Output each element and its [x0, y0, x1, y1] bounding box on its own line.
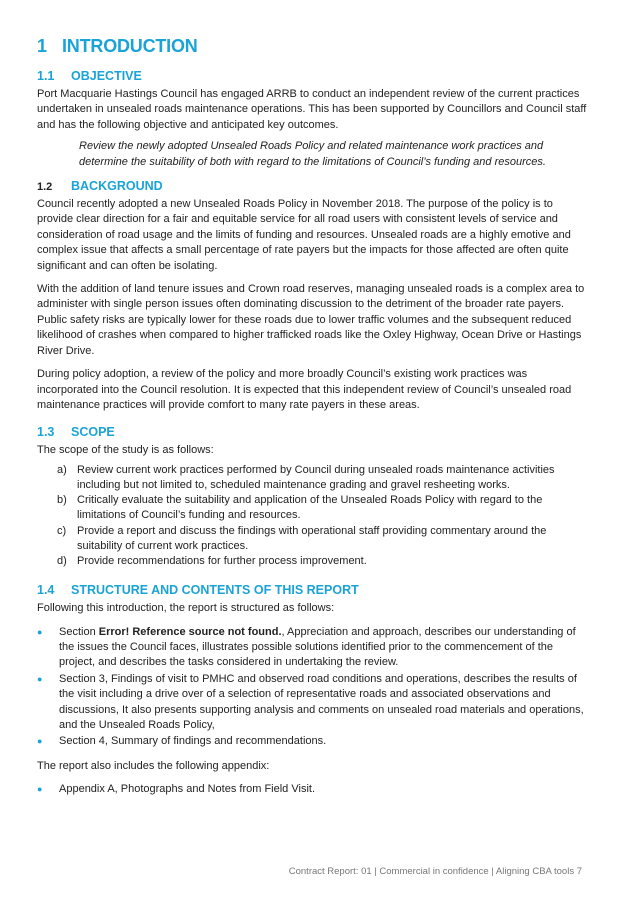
- list-item-text: Section Error! Reference source not found., Appreciation and approach, describes our understanding of the issues the Council faces, illustrates possible solutions identified prior to the commencement of the project, and describes the tasks considered in undertaking the review.: [59, 625, 576, 669]
- section-title: STRUCTURE AND CONTENTS OF THIS REPORT: [71, 583, 359, 598]
- appendix-intro: The report also includes the following appendix:: [37, 759, 270, 772]
- objective-paragraph: Port Macquarie Hastings Council has engaged ARRB to conduct an independent review of the current practices undertaken in unsealed roads maintenance operations. This has been supported by Councillors and Council staff and has the following objective and anticipated key outcomes.: [37, 88, 587, 131]
- section-title: BACKGROUND: [71, 179, 163, 194]
- list-item-text: Provide recommendations for further process improvement.: [77, 554, 367, 567]
- reference-error-text: Error! Reference source not found.: [98, 625, 282, 638]
- heading-background: [37, 179, 590, 193]
- list-item-text: Appendix A, Photographs and Notes from Field Visit.: [59, 783, 315, 796]
- list-item-text: Provide a report and discuss the findings with operational staff providing commentary around the suitability of current work practices.: [77, 524, 547, 552]
- page-footer: Contract Report: 01 | Commercial in confidence | Aligning CBA tools 7: [288, 866, 582, 877]
- list-item: [37, 554, 590, 569]
- report-page: [37, 36, 590, 799]
- list-marker: b): [57, 494, 67, 507]
- heading-structure: [37, 583, 590, 597]
- structure-list: [37, 625, 590, 750]
- list-item: [37, 734, 590, 749]
- bullet-icon: ●: [37, 626, 43, 637]
- appendix-list: [37, 782, 590, 797]
- heading-objective: [37, 69, 590, 83]
- list-marker: d): [57, 554, 67, 567]
- section-number: 1.3: [37, 425, 55, 440]
- list-item-text: Review current work practices performed by Council during unsealed roads maintenance activities including but not limited to, scheduled maintenance grading and gravel resheeting works.: [77, 463, 555, 491]
- section-number: 1.1: [37, 69, 55, 83]
- scope-intro: The scope of the study is as follows:: [37, 444, 214, 457]
- heading-scope: [37, 425, 590, 439]
- background-paragraph-1: Council recently adopted a new Unsealed Roads Policy in November 2018. The purpose of the policy is to provide clear direction for a fair and equitable service for all road users with consistent levels of service and consideration of road usage and the limits of funding and resources. Unsealed roads are a highly emotive and complex issue that affects a small percentage of rate payers but the impacts for those affected are often quite significant and can often be isolating.: [37, 198, 571, 272]
- background-paragraph-2: With the addition of land tenure issues and Crown road reserves, managing unsealed roads is a complex area to administer with single person issues often dominating discussion to the detriment of the broader rate payers. Public safety risks are typically lower for these roads due to lower traffic volumes and the subsequent reduced likelihood of crashes when compared to higher trafficked roads like the Oxley Highway, Ocean Drive or Hastings River Drive.: [37, 283, 585, 357]
- list-item-text: Section 3, Findings of visit to PMHC and observed road conditions and operations, describes the results of the visit including a drive over of a selection of representative roads and associated observations and discussions, It also presents supporting analysis and comments on unsealed road materials and operations, and the Unsealed Roads Policy,: [59, 672, 584, 731]
- list-item: [37, 493, 590, 523]
- bullet-icon: ●: [37, 736, 43, 747]
- list-item: [37, 782, 590, 797]
- list-item: [37, 463, 590, 493]
- list-item: [37, 672, 590, 734]
- background-paragraph-3: During policy adoption, a review of the policy and more broadly Council’s existing work practices was incorporated into the Council resolution. It is expected that this independent review of Council’s unsealed road maintenance practices will provide comfort to many rate payers in these areas.: [37, 368, 572, 411]
- section-title: OBJECTIVE: [71, 69, 142, 83]
- list-marker: a): [57, 463, 67, 476]
- objective-quote: Review the newly adopted Unsealed Roads Policy and related maintenance work practices and determine the suitability of both with regard to the limitations of Council’s funding and resources.: [79, 140, 546, 168]
- list-item: [37, 524, 590, 554]
- list-item-text: Critically evaluate the suitability and application of the Unsealed Roads Policy with regard to the limitations of Council’s funding and resources.: [77, 494, 543, 522]
- section-number: 1.4: [37, 583, 55, 598]
- bullet-icon: ●: [37, 673, 43, 684]
- list-item-text: Section 4, Summary of findings and recommendations.: [59, 735, 327, 748]
- list-item: [37, 625, 590, 671]
- heading-number: 1: [37, 36, 47, 56]
- bullet-icon: ●: [37, 784, 43, 795]
- section-title: SCOPE: [71, 425, 115, 440]
- heading-title: INTRODUCTION: [62, 36, 198, 56]
- scope-list: [37, 463, 590, 569]
- list-marker: c): [57, 524, 67, 537]
- heading-introduction: [37, 36, 590, 57]
- section-number: 1.2: [37, 181, 53, 194]
- structure-intro: Following this introduction, the report is structured as follows:: [37, 602, 335, 615]
